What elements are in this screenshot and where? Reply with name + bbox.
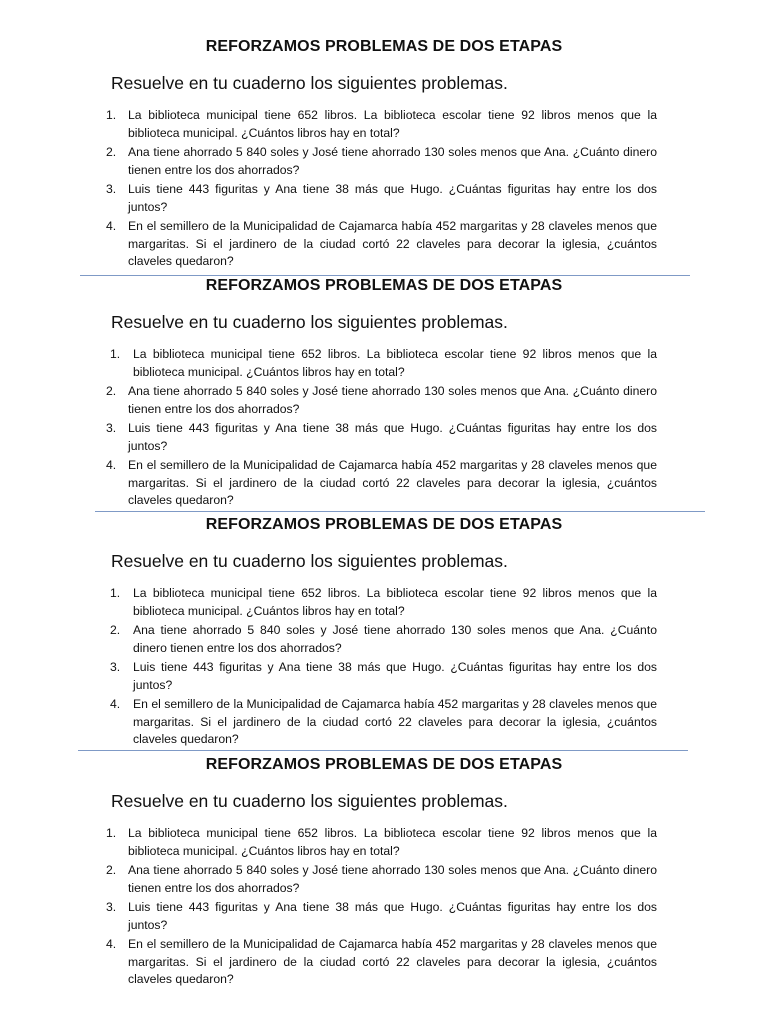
problem-item [0, 346, 768, 381]
problem-item [0, 144, 768, 179]
problem-number: 4. [106, 219, 117, 233]
problem-item [0, 457, 768, 510]
problem-number: 4. [110, 697, 121, 711]
problem-text: Luis tiene 443 figuritas y Ana tiene 38 más que Hugo. ¿Cuántas figuritas hay entre los dos juntos? [128, 900, 657, 932]
section-divider [78, 750, 688, 751]
problem-text: Luis tiene 443 figuritas y Ana tiene 38 más que Hugo. ¿Cuántas figuritas hay entre los dos juntos? [128, 182, 657, 214]
problem-item [0, 181, 768, 216]
problem-item [0, 585, 768, 620]
section-instructions: Resuelve en tu cuaderno los siguientes problemas. [111, 551, 508, 571]
problem-text: La biblioteca municipal tiene 652 libros. La biblioteca escolar tiene 92 libros menos que la biblioteca municipal. ¿Cuántos libros hay en total? [133, 586, 657, 618]
problem-number: 1. [106, 826, 117, 840]
problem-number: 2. [106, 863, 117, 877]
problem-text: Ana tiene ahorrado 5 840 soles y José tiene ahorrado 130 soles menos que Ana. ¿Cuánto dinero tienen entre los dos ahorrados? [133, 623, 657, 655]
problem-item [0, 696, 768, 749]
problem-text: Ana tiene ahorrado 5 840 soles y José tiene ahorrado 130 soles menos que Ana. ¿Cuánto dinero tienen entre los dos ahorrados? [128, 384, 657, 416]
section-title: REFORZAMOS PROBLEMAS DE DOS ETAPAS [205, 756, 563, 773]
problem-number: 4. [106, 937, 117, 951]
problem-list [0, 825, 768, 991]
problem-number: 1. [110, 586, 121, 600]
problem-number: 2. [106, 145, 117, 159]
problem-number: 1. [110, 347, 121, 361]
problem-text: La biblioteca municipal tiene 652 libros. La biblioteca escolar tiene 92 libros menos que la biblioteca municipal. ¿Cuántos libros hay en total? [133, 347, 657, 379]
problem-item [0, 862, 768, 897]
problem-item [0, 659, 768, 694]
problem-list [0, 107, 768, 273]
section-instructions: Resuelve en tu cuaderno los siguientes problemas. [111, 73, 508, 93]
problem-number: 2. [106, 384, 117, 398]
problem-number: 3. [106, 182, 117, 196]
section-divider [80, 275, 690, 276]
section-divider [95, 511, 705, 512]
problem-number: 3. [106, 421, 117, 435]
section-instructions: Resuelve en tu cuaderno los siguientes problemas. [111, 312, 508, 332]
problem-item [0, 218, 768, 271]
problem-number: 4. [106, 458, 117, 472]
problem-item [0, 825, 768, 860]
section-instructions: Resuelve en tu cuaderno los siguientes problemas. [111, 791, 508, 811]
problem-text: Ana tiene ahorrado 5 840 soles y José tiene ahorrado 130 soles menos que Ana. ¿Cuánto dinero tienen entre los dos ahorrados? [128, 145, 657, 177]
problem-list [0, 346, 768, 512]
problem-text: La biblioteca municipal tiene 652 libros. La biblioteca escolar tiene 92 libros menos que la biblioteca municipal. ¿Cuántos libros hay en total? [128, 826, 657, 858]
problem-text: Luis tiene 443 figuritas y Ana tiene 38 más que Hugo. ¿Cuántas figuritas hay entre los dos juntos? [128, 421, 657, 453]
problem-text: La biblioteca municipal tiene 652 libros. La biblioteca escolar tiene 92 libros menos que la biblioteca municipal. ¿Cuántos libros hay en total? [128, 108, 657, 140]
problem-number: 3. [106, 900, 117, 914]
problem-text: Ana tiene ahorrado 5 840 soles y José tiene ahorrado 130 soles menos que Ana. ¿Cuánto dinero tienen entre los dos ahorrados? [128, 863, 657, 895]
problem-number: 1. [106, 108, 117, 122]
problem-text: En el semillero de la Municipalidad de Cajamarca había 452 margaritas y 28 claveles menos que margaritas. Si el jardinero de la ciudad cortó 22 claveles para decorar la iglesia, ¿cuántos claveles quedaron? [128, 458, 657, 507]
problem-text: En el semillero de la Municipalidad de Cajamarca había 452 margaritas y 28 claveles menos que margaritas. Si el jardinero de la ciudad cortó 22 claveles para decorar la iglesia, ¿cuántos claveles quedaron? [128, 937, 657, 986]
problem-list [0, 585, 768, 751]
problem-number: 2. [110, 623, 121, 637]
problem-item [0, 420, 768, 455]
problem-text: Luis tiene 443 figuritas y Ana tiene 38 más que Hugo. ¿Cuántas figuritas hay entre los dos juntos? [133, 660, 657, 692]
section-title: REFORZAMOS PROBLEMAS DE DOS ETAPAS [205, 38, 563, 55]
problem-text: En el semillero de la Municipalidad de Cajamarca había 452 margaritas y 28 claveles menos que margaritas. Si el jardinero de la ciudad cortó 22 claveles para decorar la iglesia, ¿cuántos claveles quedaron? [128, 219, 657, 268]
section-title: REFORZAMOS PROBLEMAS DE DOS ETAPAS [205, 516, 563, 533]
problem-item [0, 622, 768, 657]
section-title: REFORZAMOS PROBLEMAS DE DOS ETAPAS [205, 277, 563, 294]
problem-text: En el semillero de la Municipalidad de Cajamarca había 452 margaritas y 28 claveles menos que margaritas. Si el jardinero de la ciudad cortó 22 claveles para decorar la iglesia, ¿cuántos claveles quedaron? [133, 697, 657, 746]
problem-item [0, 899, 768, 934]
problem-item [0, 383, 768, 418]
problem-number: 3. [110, 660, 121, 674]
problem-item [0, 107, 768, 142]
problem-item [0, 936, 768, 989]
